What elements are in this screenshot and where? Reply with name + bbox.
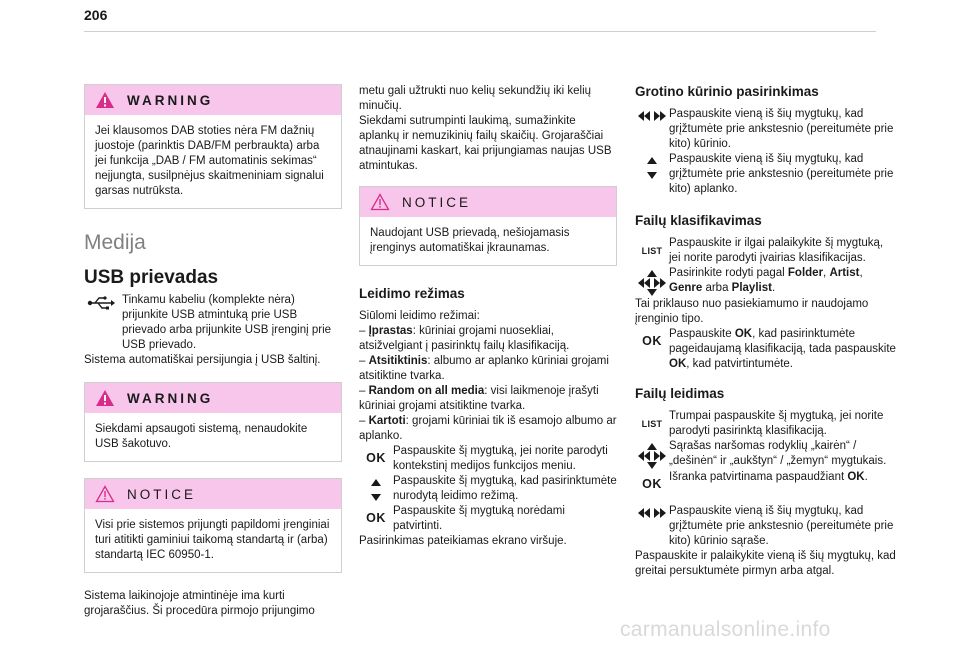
usb-icon [84, 293, 118, 310]
notice-title: NOTICE [127, 486, 197, 502]
selection-note: Pasirinkimas pateikiamas ekrano viršuje. [359, 535, 567, 547]
instruction-ok-confirm [359, 504, 617, 534]
heading-file-playback: Failų leidimas [635, 386, 725, 401]
play-list [635, 409, 897, 439]
mode-random: – Atsitiktinis: albumo ar aplanko kūriniai grojami atsitiktine tvarka. [359, 355, 609, 382]
left-right-arrows-icon [635, 107, 669, 122]
sort-list [635, 236, 897, 266]
four-way-arrows-icon [635, 266, 669, 297]
usb-intro-text: Tinkamu kabeliu (komplekte nėra) prijunkite USB atmintuką prie USB prievado arba prijunkite USB įrenginį prie USB prievado. [122, 294, 332, 351]
list-button-icon: LIST [641, 419, 663, 429]
ok-button-icon: OK [366, 451, 386, 465]
up-down-arrows-icon [359, 474, 393, 503]
mode-random-all: – Random on all media: visi laikmenoje įrašyti kūriniai grojami atsitiktine tvarka. [359, 385, 599, 412]
warning-title: WARNING [127, 92, 214, 108]
instruction-text: Paspauskite šį mygtuką, kad pasirinktumėte nurodytą leidimo režimą. [393, 475, 617, 502]
sort-instruction: Paspauskite ir ilgai palaikykite šį mygtuką, jei norite parodyti įvairias klasifikacijas. [669, 237, 884, 264]
column-2 [359, 84, 617, 549]
folder-prev-next [635, 152, 897, 197]
instruction-text: Paspauskite šį mygtuką norėdami patvirtinti. [393, 505, 565, 532]
fast-forward-note: Paspauskite ir palaikykite vieną iš šių mygtukų, kad greitai persuktumėte pirmyn arba atgal. [635, 550, 896, 577]
warning-header [85, 85, 341, 115]
warning-triangle-icon [95, 91, 115, 109]
play-instruction: Paspauskite vieną iš šių mygtukų, kad grįžtumėte prie ankstesnio (pereitumėte prie kito) kūrinio sąraše. [669, 505, 894, 547]
sort-confirm [635, 327, 897, 372]
watermark: carmanualsonline.info [620, 618, 831, 641]
notice-title: NOTICE [402, 194, 472, 210]
warning-callout-dab [84, 84, 342, 209]
sort-confirm-text: Paspauskite OK, kad pasirinktumėte pageidaujamą klasifikaciją, tada paspauskite OK, kad patvirtintumėte. [669, 328, 896, 370]
sort-note: Tai priklauso nuo pasiekiamumo ir naudojamo įrenginio tipo. [635, 298, 869, 325]
sort-choose [635, 266, 897, 297]
ok-button-icon: OK [366, 511, 386, 525]
ok-button-icon: OK [642, 334, 662, 348]
instruction-updown [359, 474, 617, 504]
four-way-arrows-icon [635, 439, 669, 470]
left-right-arrows-icon [635, 504, 669, 519]
track-prev-next [635, 107, 897, 152]
play-prev-next [635, 504, 897, 549]
header-divider [84, 31, 876, 32]
warning-title: WARNING [127, 390, 214, 406]
sort-choose-text: Pasirinkite rodyti pagal Folder, Artist, Genre arba Playlist. [669, 267, 863, 294]
notice-triangle-icon [95, 485, 115, 503]
playlist-time-text: metu gali užtrukti nuo kelių sekundžių iki kelių minučių. [359, 85, 592, 112]
mode-repeat: – Kartoti: grojami kūriniai tik iš esamojo albumo ar aplanko. [359, 415, 617, 442]
heading-track-selection: Grotino kūrinio pasirinkimas [635, 84, 819, 99]
page-number: 206 [84, 7, 108, 23]
notice-body: Naudojant USB prievadą, nešiojamasis įrenginys automatiškai įkraunamas. [370, 227, 570, 254]
warning-body: Siekdami apsaugoti sistemą, nenaudokite USB šakotuvo. [95, 423, 308, 450]
heading-play-mode: Leidimo režimas [359, 286, 465, 301]
mode-normal: – Įprastas: kūriniai grojami nuosekliai, atsižvelgiant į pasirinktų failų klasifikaciją. [359, 325, 570, 352]
warning-header [85, 383, 341, 413]
list-button-icon: LIST [641, 246, 663, 256]
column-3 [635, 84, 897, 579]
heading-usb-port: USB prievadas [84, 267, 219, 288]
modes-intro: Siūlomi leidimo režimai: [359, 310, 480, 322]
play-confirm-text: Išranka patvirtinama paspaudžiant OK. [669, 471, 868, 483]
instruction-ok-menu [359, 444, 617, 474]
notice-header [360, 187, 616, 217]
up-down-arrows-icon [635, 152, 669, 181]
usb-auto-switch-text: Sistema automatiškai persijungia į USB šaltinį. [84, 354, 321, 366]
warning-triangle-icon [95, 389, 115, 407]
ok-button-icon: OK [642, 477, 662, 491]
usb-intro [84, 293, 342, 368]
reduce-wait-text: Siekdami sutrumpinti laukimą, sumažinkite aplankų ir nemuzikinių failų skaičių. Grojaraščiai atnaujinami kaskart, kai prijungiamas naujas USB atmintukas. [359, 115, 612, 172]
warning-callout-hub [84, 382, 342, 462]
play-confirm [635, 470, 897, 492]
playlist-creation-text: Sistema laikinojoje atmintinėje ima kurti grojaraščius. Ši procedūra pirmojo prijungimo [84, 590, 315, 617]
notice-callout-standard [84, 478, 342, 573]
notice-body: Visi prie sistemos prijungti papildomi įrenginiai turi atitikti gaminiui taikomą standartą ir (arba) standartą IEC 60950-1. [95, 519, 330, 561]
notice-triangle-icon [370, 193, 390, 211]
play-instruction: Sąrašas naršomas rodyklių „kairėn“ / „dešinėn“ ir „aukštyn“ / „žemyn“ mygtukais. [669, 440, 887, 467]
instruction-text: Paspauskite šį mygtuką, jei norite parodyti kontekstinį medijos funkcijos meniu. [393, 445, 608, 472]
play-navigate [635, 439, 897, 470]
playlist-time-block [359, 84, 617, 174]
play-instruction: Trumpai paspauskite šį mygtuką, jei norite parodyti pasirinktą klasifikaciją. [669, 410, 884, 437]
heading-file-sorting: Failų klasifikavimas [635, 213, 762, 228]
track-instruction: Paspauskite vieną iš šių mygtukų, kad grįžtumėte prie ankstesnio (pereitumėte prie kito) kūrinio. [669, 108, 894, 150]
folder-instruction: Paspauskite vieną iš šių mygtukų, kad grįžtumėte prie ankstesnio (pereitumėte prie kito) aplanko. [669, 153, 894, 195]
warning-body: Jei klausomos DAB stoties nėra FM dažnių juostoje (parinktis DAB/FM perbraukta) arba jei funkcija „DAB / FM automatinis sekimas“ neįjungta, susilpnėjus skaitmeniniam signalui garsas nutrūksta. [95, 125, 324, 197]
heading-medija: Medija [84, 231, 146, 254]
notice-header [85, 479, 341, 509]
column-1 [84, 84, 342, 619]
notice-callout-charging [359, 186, 617, 266]
